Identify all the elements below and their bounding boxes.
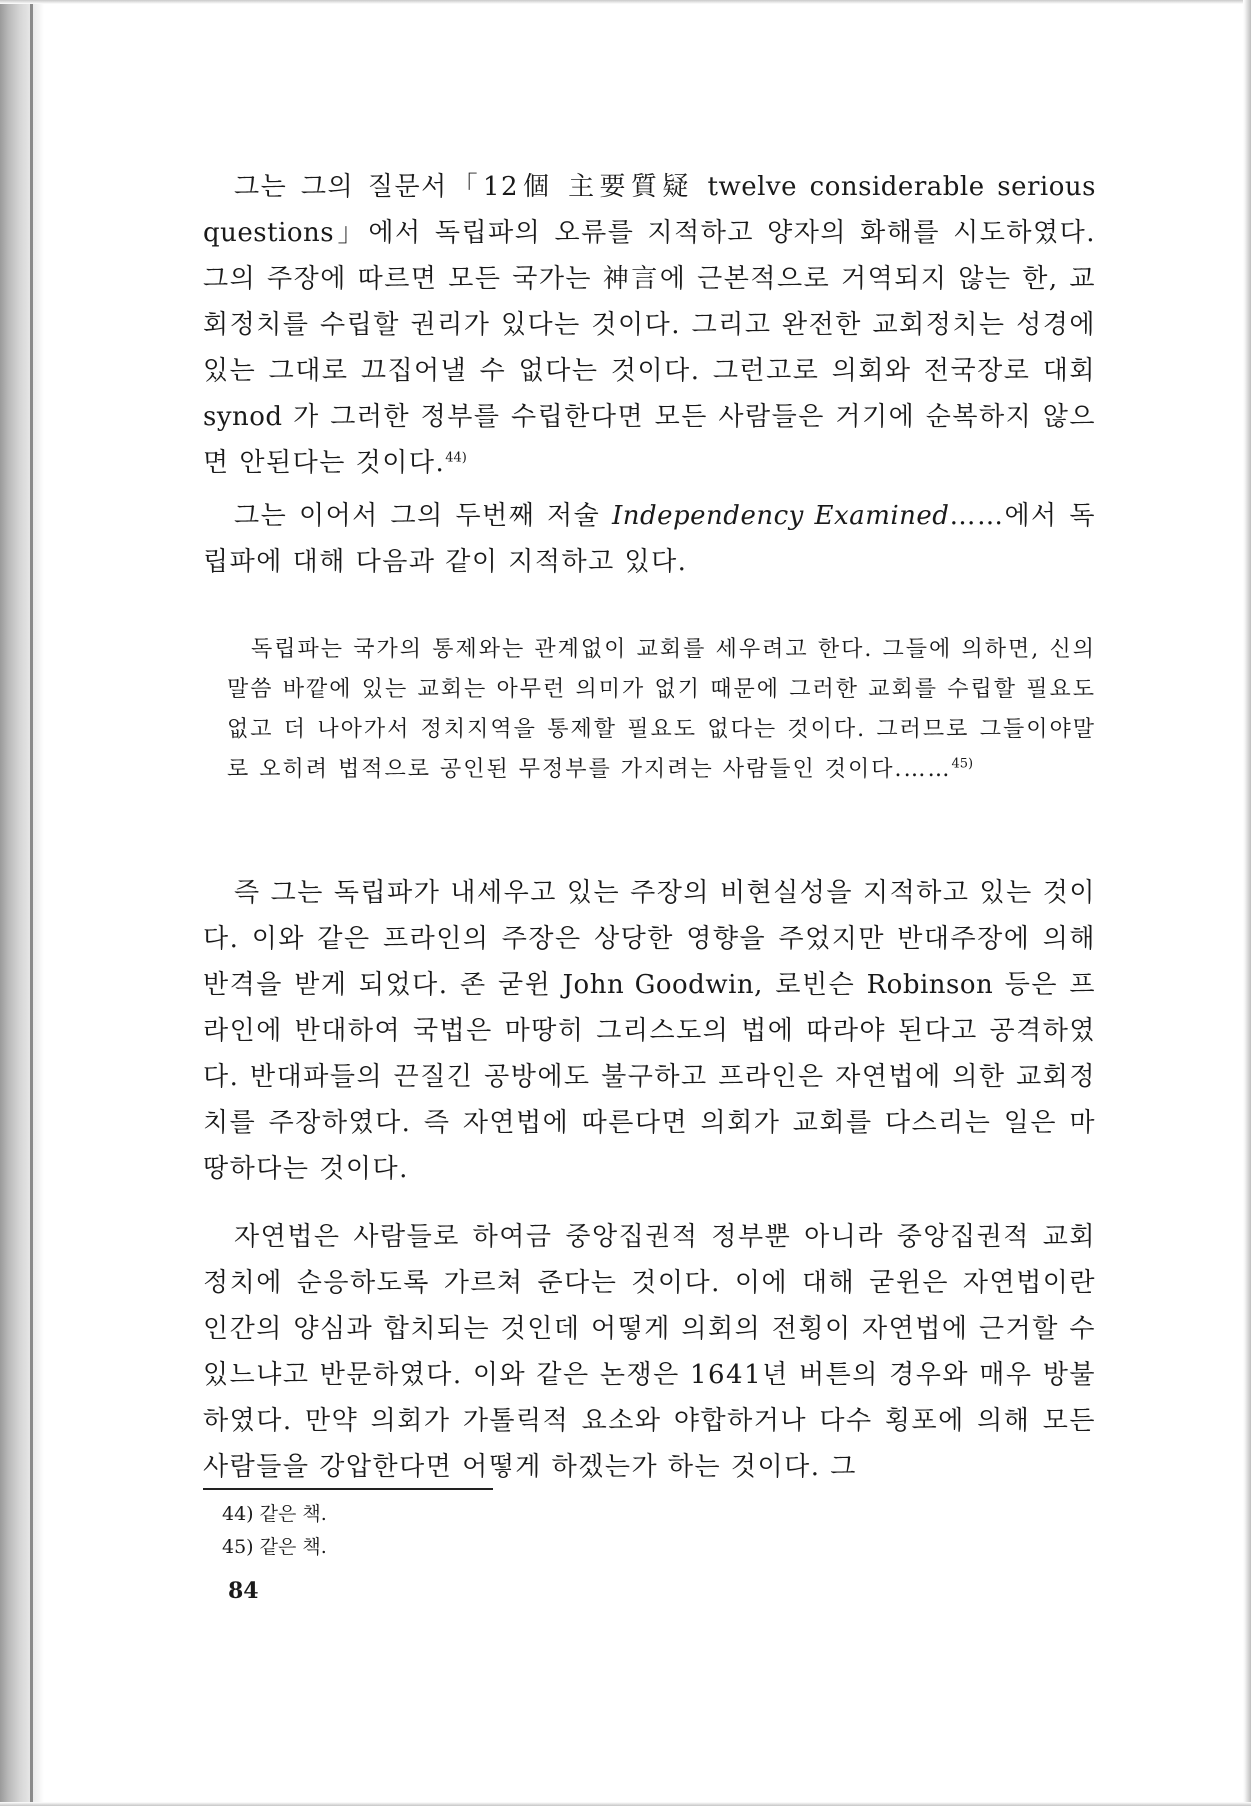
paragraph-3: [203, 870, 1096, 1192]
binding-edge: [30, 0, 33, 1806]
paragraph-1: [203, 164, 1096, 486]
text-run: 등은 프라인에 반대하여 국법은 마땅히 그리스도의 법에 따라야 된다고 공격하였다. 반대파들의 끈질긴 공방에도 불구하고 프라인은 자연법에 의한 교회정치를 주장하였다. 즉 자연법에 따른다면 의회가 교회를 다스리는 일은 마땅하다는 것이다.: [203, 970, 1096, 1184]
text-run: 즉 그는 독립파가 내세우고 있는 주장의 비현실성을 지적하고 있는 것이다. 이와 같은 프라인의 주장은 상당한 영향을 주었지만 반대주장에 의해 반격을 받게 되었다. 존 굳윈: [203, 878, 1096, 1000]
text-run: 그는 그의 질문서「12個 主要質疑: [234, 172, 708, 202]
block-quote: [227, 630, 1096, 790]
latin-text: John Goodwin: [562, 970, 755, 1000]
text-run: 가 그러한 정부를 수립한다면 모든 사람들은 거기에 순복하지 않으면 안된다는 것이다.: [203, 402, 1096, 478]
footnote-separator: [203, 1488, 493, 1490]
text-run: ……에서 독립파에 대해 다음과 같이 지적하고 있다.: [203, 501, 1097, 577]
page-right-edge: [1243, 0, 1251, 1806]
binding-shadow: [0, 0, 44, 1806]
text-run: 」에서 독립파의 오류를 지적하고 양자의 화해를 시도하였다. 그의 주장에 따르면 모든 국가는 神言에 근본적으로 거역되지 않는 한, 교회정치를 수립할 권리가 있다는 것이다. 그리고 완전한 교회정치는 성경에 있는 그대로 끄집어낼 수 없다는 것이다. 그런고로 의회와 전국장로 대회: [203, 218, 1096, 386]
latin-text: synod: [203, 402, 283, 432]
text-run: , 로빈슨: [754, 970, 867, 1000]
latin-text: Independency Examined: [611, 501, 950, 531]
footnote-ref: 45): [951, 756, 974, 772]
paragraph-4: [203, 1214, 1096, 1490]
footnote-44: 44) 같은 책.: [222, 1503, 327, 1525]
page-top-edge: [0, 0, 1251, 4]
page-bottom-edge: [0, 1802, 1251, 1806]
latin-text: Robinson: [866, 970, 994, 1000]
text-run: 독립파는 국가의 통제와는 관계없이 교회를 세우려고 한다. 그들에 의하면, 신의 말씀 바깥에 있는 교회는 아무런 의미가 없기 때문에 그러한 교회를 수립할 필요도 없고 더 나아가서 정치지역을 통제할 필요도 없다는 것이다. 그러므로 그들이야말로 오히려 법적으로 공인된 무정부를 가지려는 사람들인 것이다.……: [227, 637, 1096, 782]
text-run: 자연법은 사람들로 하여금 중앙집권적 정부뿐 아니라 중앙집권적 교회정치에 순응하도록 가르쳐 준다는 것이다. 이에 대해 굳윈은 자연법이란 인간의 양심과 합치되는 것인데 어떻게 의회의 전횡이 자연법에 근거할 수 있느냐고 반문하였다. 이와 같은 논쟁은 1641년 버튼의 경우와 매우 방불하였다. 만약 의회가 가톨릭적 요소와 야합하거나 다수 횡포에 의해 모든 사람들을 강압한다면 어떻게 하겠는가 하는 것이다. 그: [203, 1222, 1096, 1482]
footnote-ref: 44): [445, 450, 467, 466]
paragraph-2: [203, 493, 1096, 585]
footnotes: [222, 1498, 327, 1564]
text-run: 그는 이어서 그의 두번째 저술: [234, 501, 612, 531]
latin-text: twelve considerable serious questions: [203, 172, 1096, 248]
footnote-45: 45) 같은 책.: [222, 1536, 327, 1558]
page-number: 84: [228, 1578, 259, 1604]
